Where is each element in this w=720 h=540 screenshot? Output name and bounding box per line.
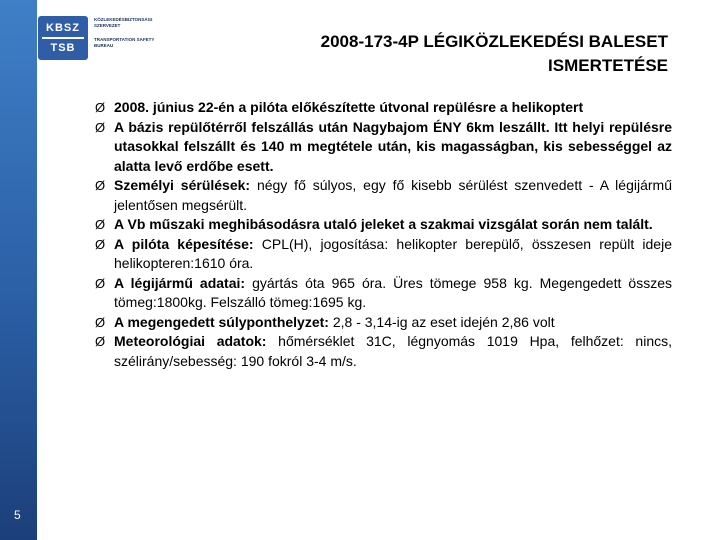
bullet-label: Személyi sérülések: [114,177,251,193]
logo-mark-bottom: TSB [50,42,76,54]
bullet-label: Meteorológiai adatok: [114,333,267,349]
organization-logo [38,16,168,62]
slide-title-line1: 2008-173-4P LÉGIKÖZLEKEDÉSI BALESET [320,32,668,51]
bullet-label: A légijármű adatai: [114,274,246,291]
bullet-text: 2008. június 22-én a pilóta előkészítette útvonal repülésre a helikoptert [114,99,584,115]
bullet-item [95,215,672,235]
bullet-arrow-icon: Ø [95,236,106,252]
bullet-item [95,332,672,371]
bullet-arrow-icon: Ø [95,334,106,349]
bullet-item [95,235,672,274]
slide-title-line2: ISMERTETÉSE [548,56,668,75]
bullet-item [95,176,672,215]
bullet-item [95,118,672,177]
sidebar-band [0,0,37,540]
bullet-text: hőmérséklet 31C, légnyomás 1019 Hpa, felhőzet: nincs, szélirány/sebesség: 190 fokról 3-4 m/s. [114,333,672,369]
bullet-arrow-icon: Ø [95,217,106,232]
bullet-arrow-icon: Ø [95,314,106,330]
bullet-text: A bázis repülőtérről felszállás után Nagybajom ÉNY 6km leszállt. Itt helyi repülésre utasokkal felszállt és 140 m megtétele után, kis magasságban, kis sebességgel az alatta levő erdőbe esett. [114,118,672,174]
bullet-text: négy fő súlyos, egy fő kisebb sérülést szenvedett - A légijármű jelentősen megsérült. [114,177,672,213]
bullet-list [95,98,672,371]
bullet-label: A pilóta képesítése: [114,235,254,252]
bullet-text: CPL(H), jogosítása: helikopter berepülő, összesen repült ideje helikopteren:1610 óra. [114,235,672,271]
bullet-arrow-icon: Ø [95,119,106,135]
bullet-item [95,274,672,313]
logo-org-line2: TRANSPORTATION SAFETY BUREAU [94,37,155,48]
bullet-text: A Vb műszaki meghibásodásra utaló jeleket a szakmai vizsgálat során nem talált. [114,216,653,232]
bullet-arrow-icon: Ø [95,100,106,115]
page-number: 5 [14,508,21,522]
bullet-arrow-icon: Ø [95,275,106,291]
bullet-item [95,98,672,118]
bullet-item [95,313,672,333]
bullet-text: 2,8 - 3,14-ig az eset idején 2,86 volt [328,313,555,330]
bullet-arrow-icon: Ø [95,178,106,193]
bullet-text: gyártás óta 965 óra. Üres tömege 958 kg. Megengedett összes tömeg:1800kg. Felszálló tömeg:1695 kg. [114,274,672,310]
logo-org-name [94,17,168,49]
slide-title [208,30,668,78]
logo-badge [38,16,88,60]
bullet-label: A megengedett súlyponthelyzet: [114,313,329,330]
logo-divider [42,37,84,39]
logo-org-line1: KÖZLEKEDÉSBIZTONSÁGI SZERVEZET [94,17,153,28]
logo-mark-top: KBSZ [46,22,80,34]
